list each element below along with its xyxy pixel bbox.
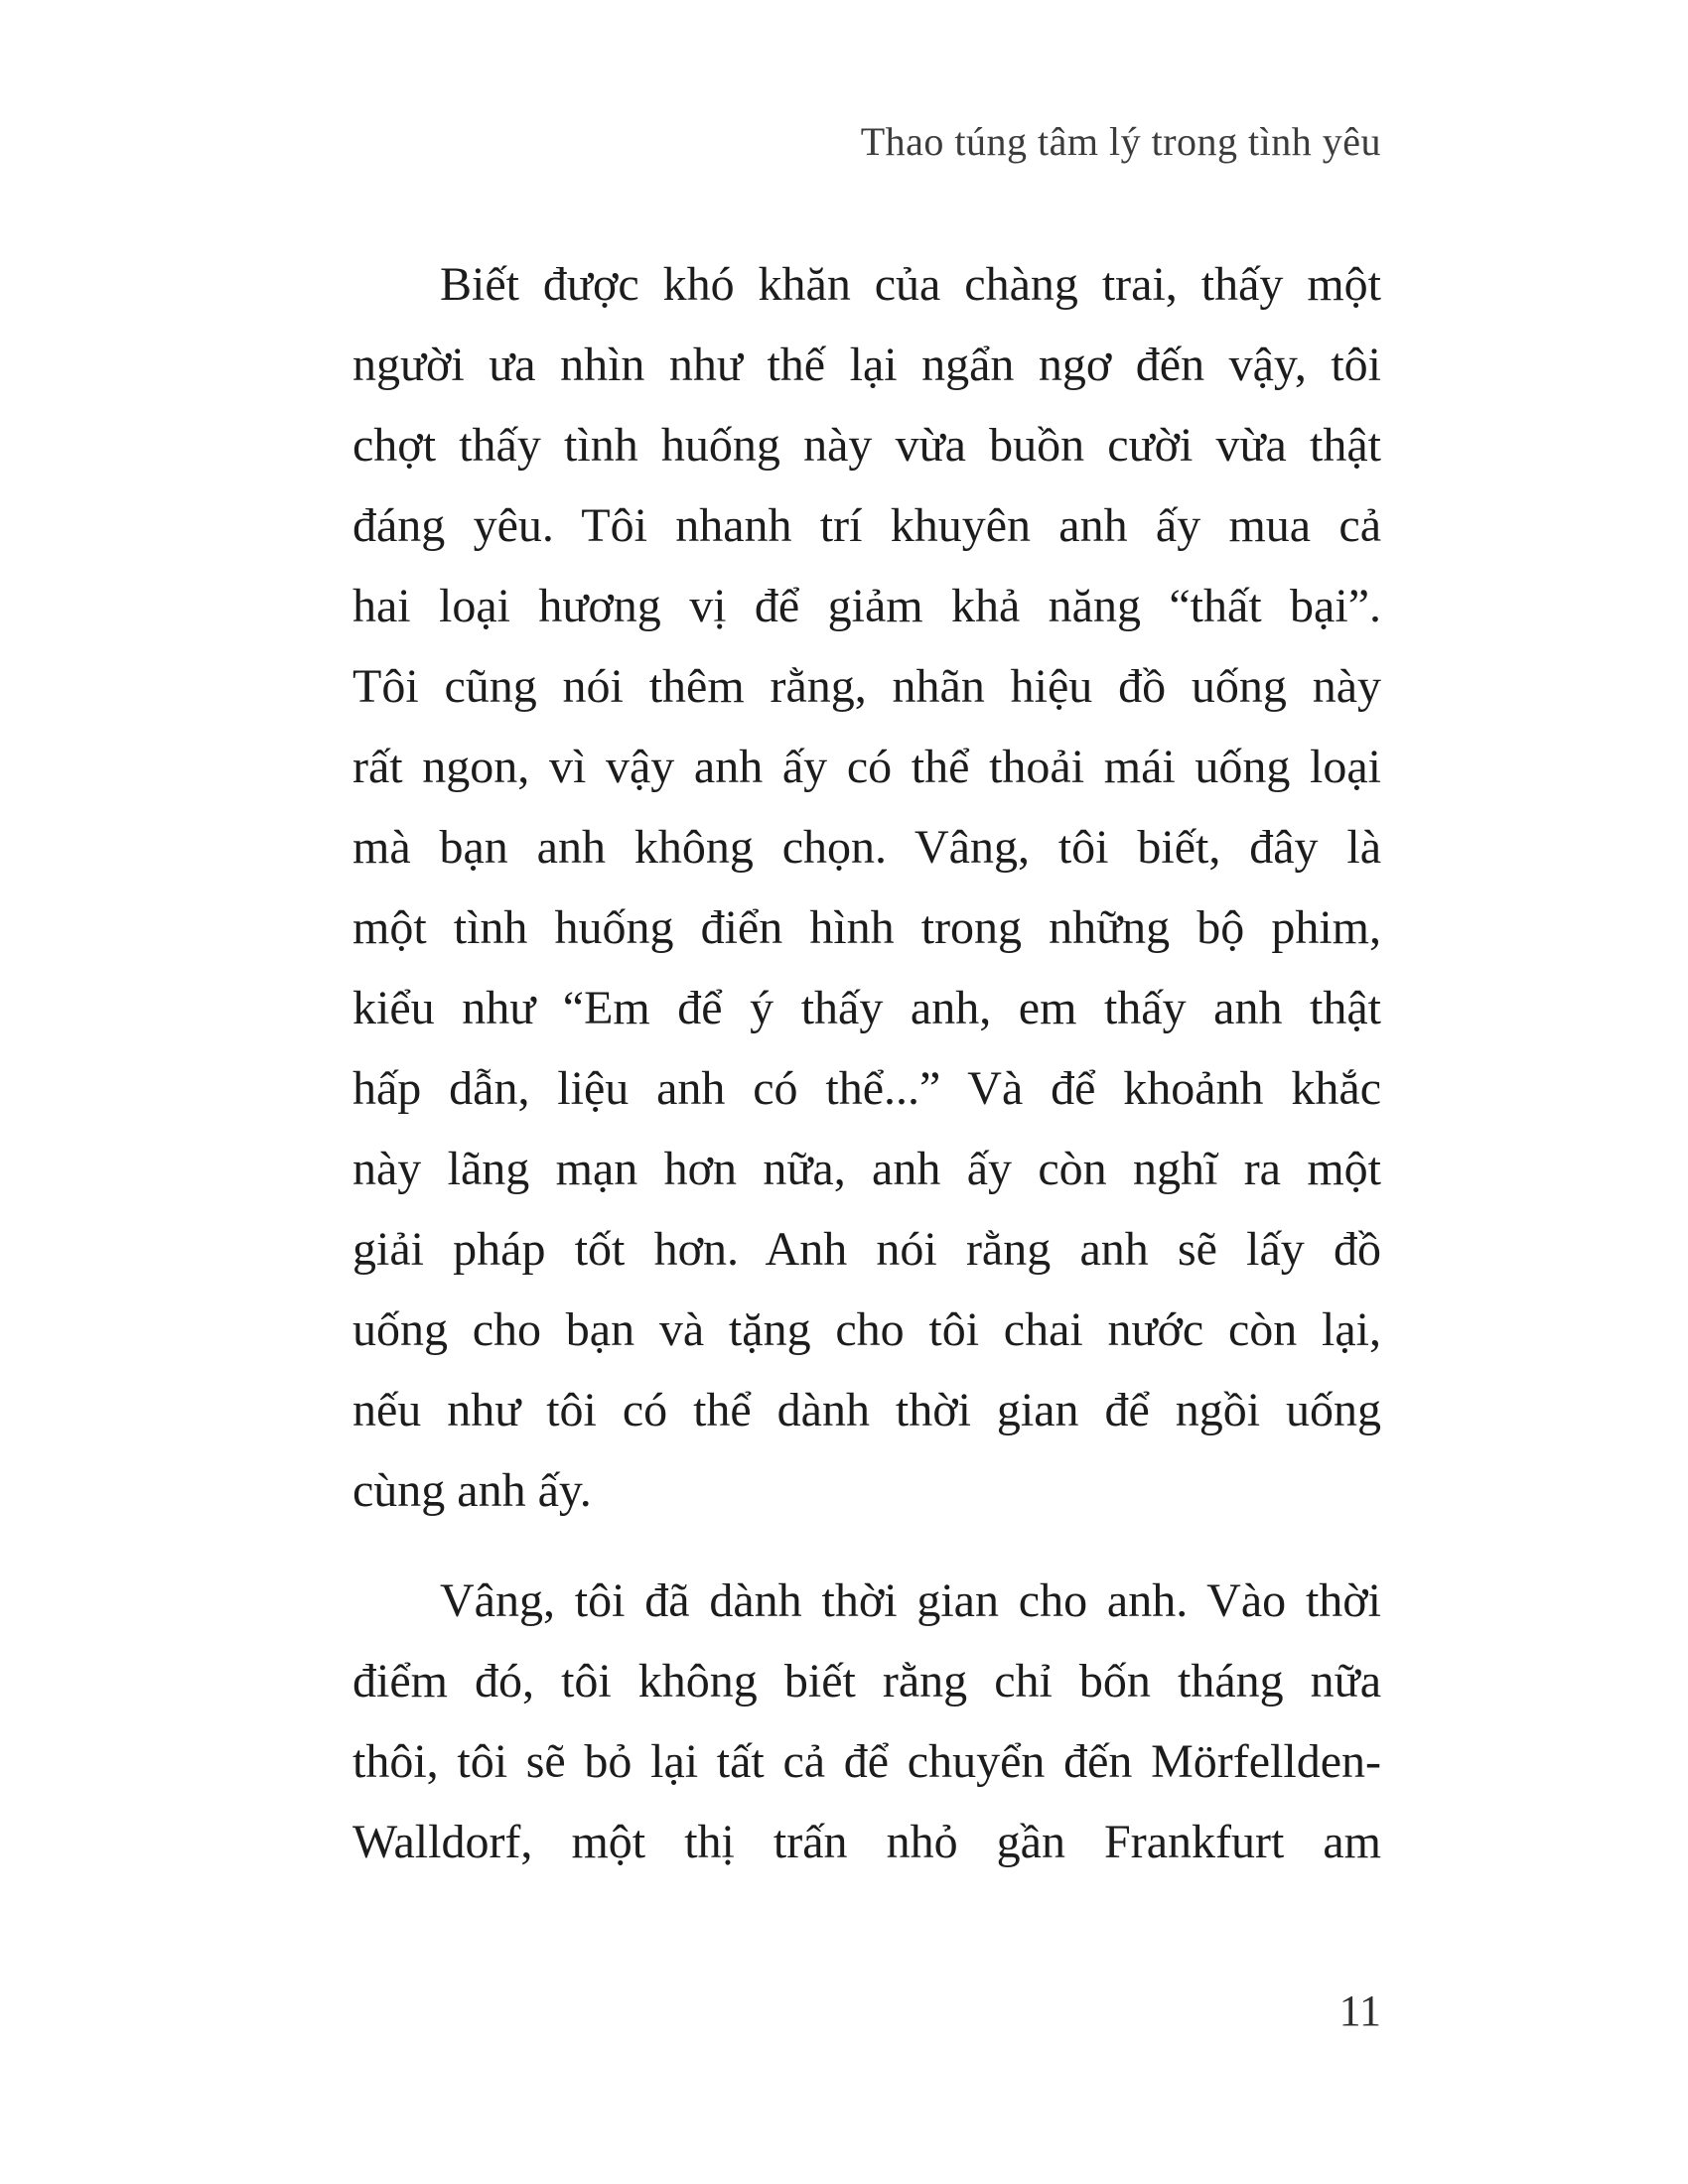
text-line: hai loại hương vị để giảm khả năng “thất bại”. xyxy=(352,580,1381,632)
text-line: điểm đó, tôi không biết rằng chỉ bốn tháng nữa xyxy=(352,1655,1381,1707)
body-text xyxy=(352,244,1381,1882)
text-line: người ưa nhìn như thế lại ngẩn ngơ đến vậy, tôi xyxy=(352,339,1381,391)
text-line: rất ngon, vì vậy anh ấy có thể thoải mái uống loại xyxy=(352,741,1381,793)
text-line: Tôi cũng nói thêm rằng, nhãn hiệu đồ uống này xyxy=(352,660,1381,713)
text-line: một tình huống điển hình trong những bộ phim, xyxy=(352,901,1381,954)
text-line: Walldorf, một thị trấn nhỏ gần Frankfurt am xyxy=(352,1816,1381,1868)
paragraph xyxy=(352,1561,1381,1882)
paragraph xyxy=(352,244,1381,1531)
text-line: này lãng mạn hơn nữa, anh ấy còn nghĩ ra một xyxy=(352,1143,1381,1195)
text-line: kiểu như “Em để ý thấy anh, em thấy anh thật xyxy=(352,982,1381,1034)
text-line: thôi, tôi sẽ bỏ lại tất cả để chuyển đến Mörfellden- xyxy=(352,1735,1381,1788)
text-line: giải pháp tốt hơn. Anh nói rằng anh sẽ lấy đồ xyxy=(352,1223,1381,1276)
text-line: cùng anh ấy. xyxy=(352,1464,592,1517)
page-number: 11 xyxy=(1338,1986,1381,2035)
text-line: hấp dẫn, liệu anh có thể...” Và để khoảnh khắc xyxy=(352,1062,1381,1115)
text-line: Vâng, tôi đã dành thời gian cho anh. Vào thời xyxy=(440,1574,1381,1627)
text-line: mà bạn anh không chọn. Vâng, tôi biết, đây là xyxy=(352,821,1381,874)
text-line: đáng yêu. Tôi nhanh trí khuyên anh ấy mua cả xyxy=(352,499,1381,552)
text-line: uống cho bạn và tặng cho tôi chai nước còn lại, xyxy=(352,1303,1381,1356)
text-line: chợt thấy tình huống này vừa buồn cười vừa thật xyxy=(352,419,1381,472)
text-line: Biết được khó khăn của chàng trai, thấy một xyxy=(440,258,1381,311)
text-line: nếu như tôi có thể dành thời gian để ngồi uống xyxy=(352,1384,1381,1436)
running-header: Thao túng tâm lý trong tình yêu xyxy=(860,119,1381,164)
